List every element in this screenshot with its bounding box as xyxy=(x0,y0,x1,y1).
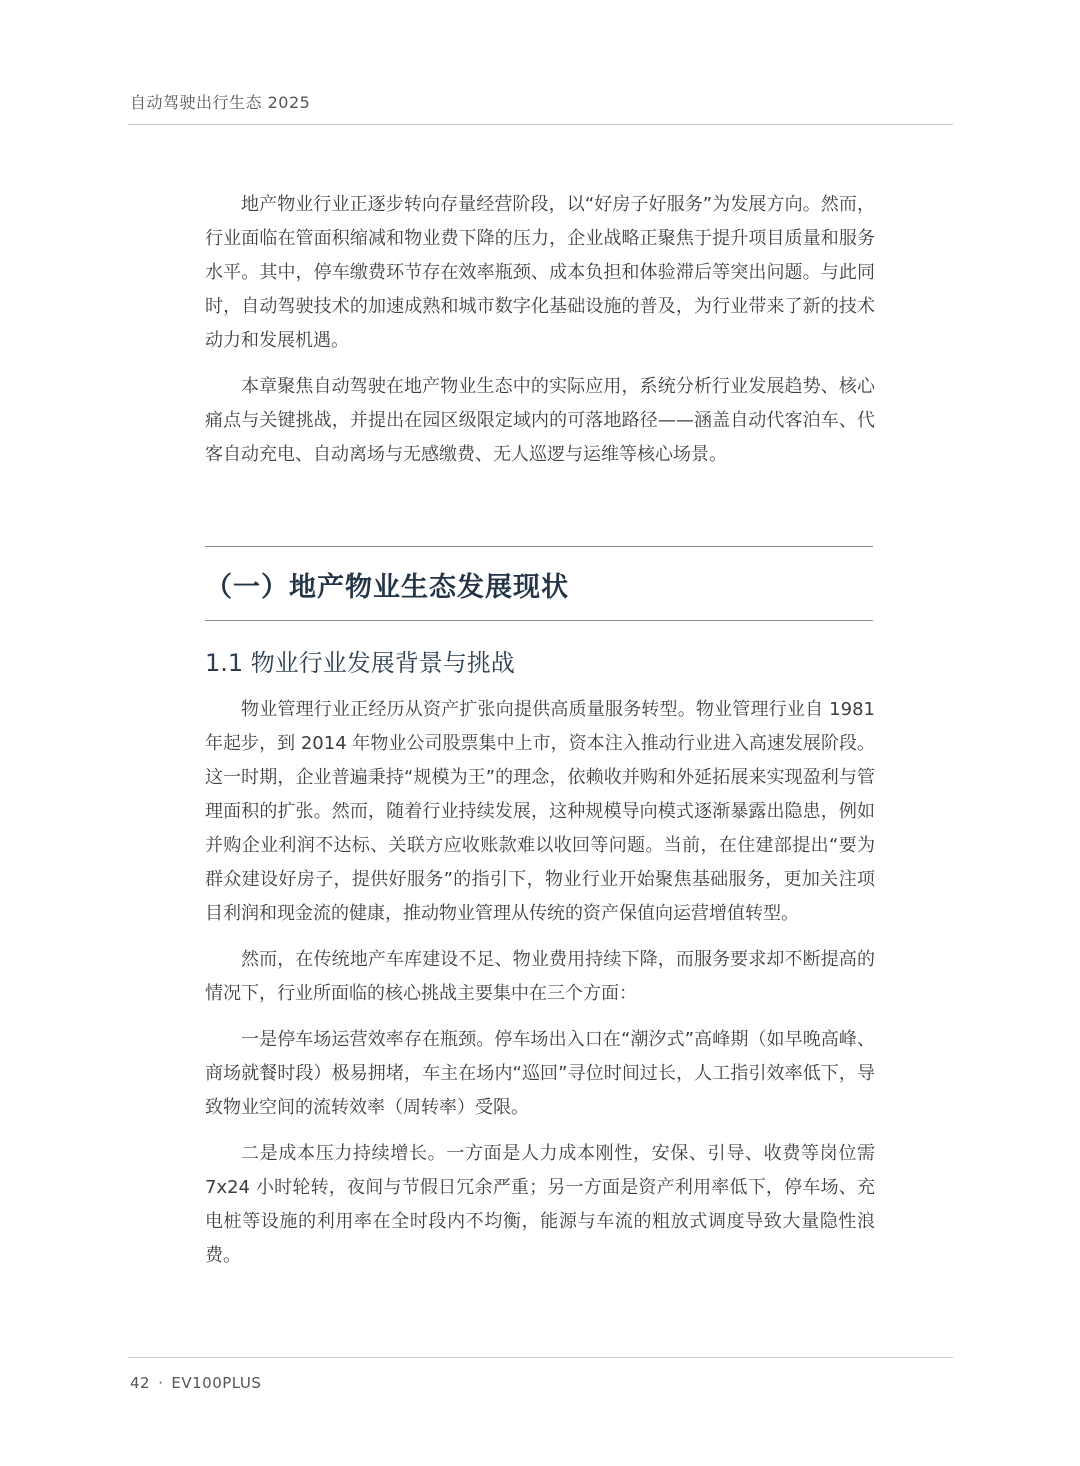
section-bottom-divider xyxy=(205,620,873,621)
page-footer xyxy=(130,1374,261,1392)
page-number: 42 xyxy=(130,1374,151,1392)
footer-brand: EV100PLUS xyxy=(171,1374,262,1392)
running-header: 自动驾驶出行生态 2025 xyxy=(130,93,311,112)
footer-divider xyxy=(128,1357,953,1358)
body-paragraph: 物业管理行业正经历从资产扩张向提供高质量服务转型。物业管理行业自 1981 年起步，到 2014 年物业公司股票集中上市，资本注入推动行业进入高速发展阶段。这一时期，企业普遍秉持“规模为王”的理念，依赖收并购和外延拓展来实现盈利与管理面积的扩张。然而，随着行业持续发展，这种规模导向模式逐渐暴露出隐患，例如并购企业利润不达标、关联方应收账款难以收回等问题。当前，在住建部提出“要为群众建设好房子，提供好服务”的指引下，物业行业开始聚焦基础服务，更加关注项目利润和现金流的健康，推动物业管理从传统的资产保值向运营增值转型。 xyxy=(205,699,875,924)
footer-separator: · xyxy=(158,1374,164,1392)
section-title: （一）地产物业生态发展现状 xyxy=(205,572,569,603)
intro-paragraph: 地产物业行业正逐步转向存量经营阶段，以“好房子好服务”为发展方向。然而，行业面临在管面积缩减和物业费下降的压力，企业战略正聚焦于提升项目质量和服务水平。其中，停车缴费环节存在效率瓶颈、成本负担和体验滞后等突出问题。与此同时，自动驾驶技术的加速成熟和城市数字化基础设施的普及，为行业带来了新的技术动力和发展机遇。 xyxy=(205,194,875,351)
section-heading-block xyxy=(205,546,873,621)
body-paragraph: 二是成本压力持续增长。一方面是人力成本刚性，安保、引导、收费等岗位需 7x24 小时轮转，夜间与节假日冗余严重；另一方面是资产利用率低下，停车场、充电桩等设施的利用率在全时段内不均衡，能源与车流的粗放式调度导致大量隐性浪费。 xyxy=(205,1143,875,1266)
body-paragraph: 然而，在传统地产车库建设不足、物业费用持续下降，而服务要求却不断提高的情况下，行业所面临的核心挑战主要集中在三个方面： xyxy=(205,949,875,1004)
subsection-body xyxy=(205,693,875,1285)
subsection-title: 1.1 物业行业发展背景与挑战 xyxy=(205,649,515,677)
intro-paragraph: 本章聚焦自动驾驶在地产物业生态中的实际应用，系统分析行业发展趋势、核心痛点与关键挑战，并提出在园区级限定域内的可落地路径——涵盖自动代客泊车、代客自动充电、自动离场与无感缴费、无人巡逻与运维等核心场景。 xyxy=(205,376,875,465)
intro-body xyxy=(205,188,875,484)
header-divider xyxy=(128,124,953,125)
body-paragraph: 一是停车场运营效率存在瓶颈。停车场出入口在“潮汐式”高峰期（如早晚高峰、商场就餐时段）极易拥堵，车主在场内“巡回”寻位时间过长，人工指引效率低下，导致物业空间的流转效率（周转率）受限。 xyxy=(205,1029,875,1118)
